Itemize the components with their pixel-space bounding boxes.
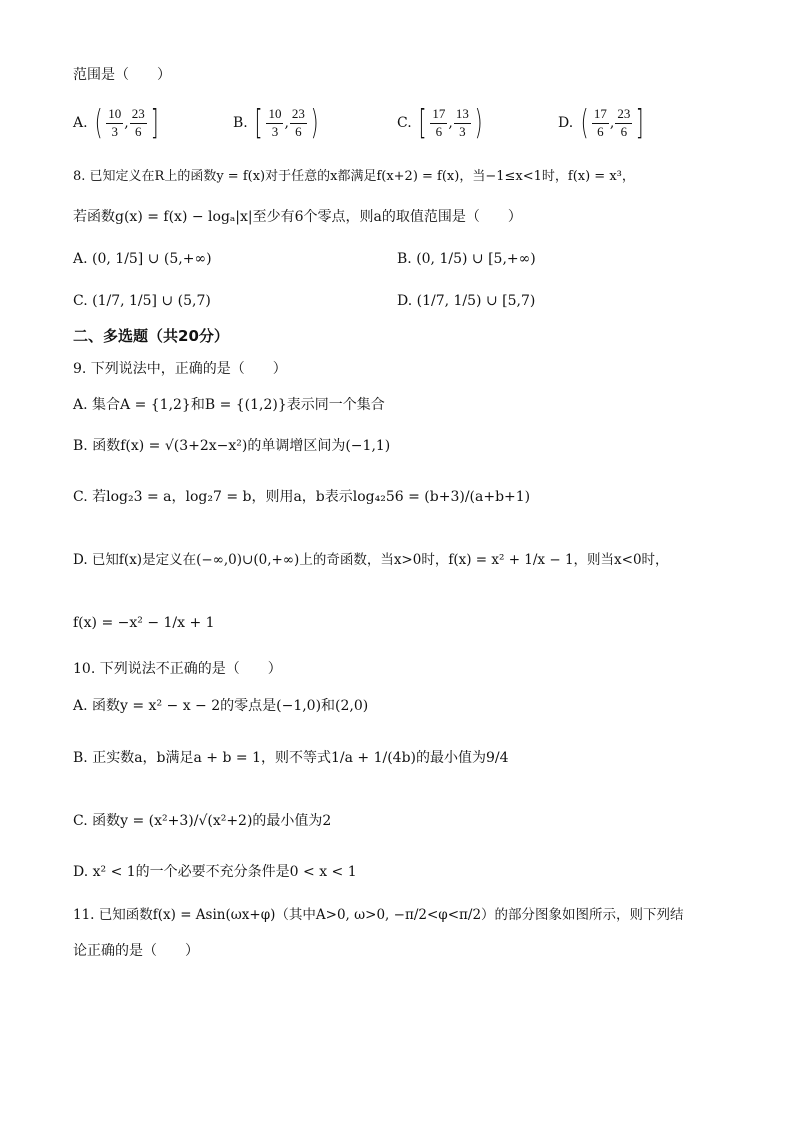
q9-option-d-line2: f(x) = −x² − 1/x + 1 [73, 615, 215, 631]
q7-option-a: A. ( $\frac{10}{3}$ , $\frac{23}{6}$ ] [73, 103, 159, 143]
q8-line2: 若函数g(x) = f(x) − logₐ|x|至少有6个零点，则a的取值范围是（ ） [73, 209, 522, 225]
section-heading: 二、多选题（共20分） [73, 327, 229, 345]
q9-option-a: A. 集合A = {1,2}和B = {(1,2)}表示同一个集合 [73, 397, 385, 413]
q10-option-a: A. 函数y = x² − x − 2的零点是(−1,0)和(2,0) [73, 698, 369, 714]
q7-tail: 范围是（ ） [73, 67, 171, 83]
q11-line1: 11. 已知函数f(x) = Asin(ωx+φ)（其中A>0, ω>0, −π/2<φ<π/2）的部分图象如图所示，则下列结 [73, 907, 684, 923]
q10-stem: 10. 下列说法不正确的是（ ） [73, 661, 282, 677]
q8-option-b: B. (0, 1/5) ∪ [5,+∞) [397, 251, 536, 267]
q7-option-b: B. [ $\frac{10}{3}$ , $\frac{23}{6}$ ) [233, 103, 319, 143]
q8-line1: 8. 已知定义在R上的函数y = f(x)对于任意的x都满足f(x+2) = f(x)，当−1≤x<1时，f(x) = x³， [73, 169, 635, 184]
q9-option-c: C. 若log₂3 = a，log₂7 = b，则用a，b表示log₄₂56 = (b+3)/(a+b+1) [73, 489, 531, 505]
q9-stem: 9. 下列说法中，正确的是（ ） [73, 361, 287, 377]
q7-option-c: C. [ $\frac{17}{6}$ , $\frac{13}{3}$ ) [397, 103, 483, 143]
q8-option-a: A. (0, 1/5] ∪ (5,+∞) [73, 251, 212, 267]
q9-option-b: B. 函数f(x) = √(3+2x−x²)的单调增区间为(−1,1) [73, 438, 391, 454]
q7-option-d: D. ( $\frac{17}{6}$ , $\frac{23}{6}$ ] [558, 103, 644, 143]
q10-option-b: B. 正实数a，b满足a + b = 1，则不等式1/a + 1/(4b)的最小值为9/4 [73, 750, 509, 766]
q11-line2: 论正确的是（ ） [73, 943, 199, 959]
q8-option-d: D. (1/7, 1/5) ∪ [5,7) [397, 293, 536, 309]
q10-option-d: D. x² < 1的一个必要不充分条件是0 < x < 1 [73, 864, 357, 880]
q10-option-c: C. 函数y = (x²+3)/√(x²+2)的最小值为2 [73, 813, 332, 829]
q8-option-c: C. (1/7, 1/5] ∪ (5,7) [73, 293, 211, 309]
q9-option-d-line1: D. 已知f(x)是定义在(−∞,0)∪(0,+∞)上的奇函数，当x>0时，f(x) = x² + 1/x − 1，则当x<0时， [73, 552, 669, 568]
